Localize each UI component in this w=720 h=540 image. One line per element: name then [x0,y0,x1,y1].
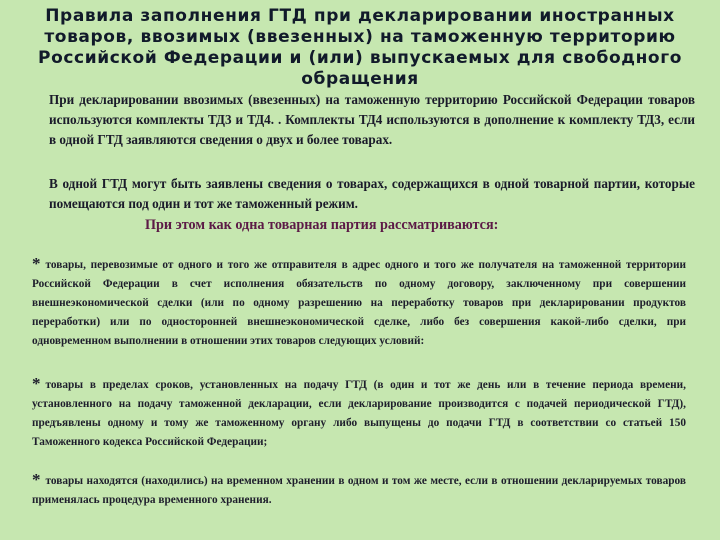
intro-paragraph-1: При декларировании ввозимых (ввезенных) на таможенную территорию Российской Федерации товаров используются комплекты ТД3 и ТД4. . Комплекты ТД4 используются в дополнение к комплекту ТД3, если в одной ГТД заявляются сведения о двух и более товарах. [49,92,695,147]
list-item [32,374,686,452]
asterisk-bullet-icon: * [32,254,41,273]
intro-paragraph-2: В одной ГТД могут быть заявлены сведения о товарах, содержащихся в одной товарной партии, которые помещаются под один и тот же таможенный режим. [49,176,695,211]
asterisk-bullet-icon: * [32,374,41,393]
list-item-text: товары в пределах сроков, установленных на подачу ГТД (в один и тот же день или в течение периода времени, установленного на подачу таможенной декларации, если декларирование производится с подачей периодической ГТД), предъявлены одному и тому же таможенному органу либо выпущены до подачи ГТД в соответствии со статьей 150 Таможенного кодекса Российской Федерации; [32,379,686,448]
list-item [32,254,686,351]
list-item-text: товары находятся (находились) на временном хранении в одном и том же месте, если в отношении декларируемых товаров применялась процедура временного хранения. [32,475,686,506]
slide-title: Правила заполнения ГТД при декларировании иностранных товаров, ввозимых (ввезенных) на таможенную территорию Российской Федерации и (или) выпускаемых для свободного обращения [38,6,682,89]
list-item-text: товары, перевозимые от одного и того же отправителя в адрес одного и того же получателя на таможенной территории Российской Федерации в счет исполнения обязательств по одному договору, заключенному при совершении внешнеэкономической сделки (или по одному разрешению на переработку товаров при декларировании продуктов переработки) или по односторонней внешнеэкономической сделке, либо без совершения какой-либо сделки, при одновременном выполнении в отношении этих товаров следующих условий: [32,259,686,347]
asterisk-bullet-icon: * [32,470,41,489]
list-item [32,470,686,510]
highlight-statement: При этом как одна товарная партия рассматриваются: [145,217,499,233]
